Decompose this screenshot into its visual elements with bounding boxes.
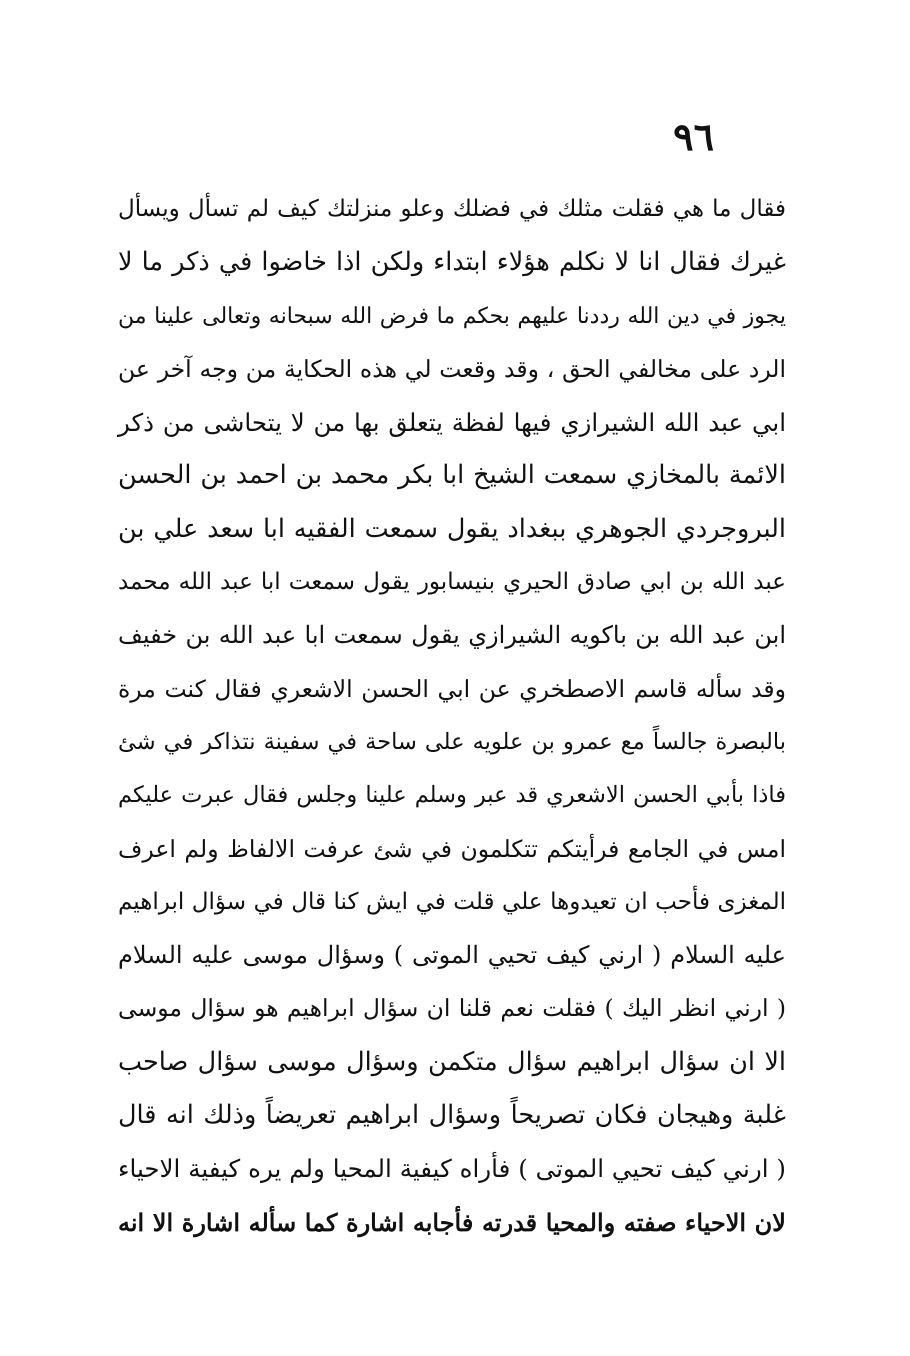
text-line-2: غيرك فقال انا لا نكلم هؤلاء ابتداء ولكن اذا خاضوا في ذكر ما لا (118, 247, 786, 278)
text-line-10: وقد سأله قاسم الاصطخري عن ابي الحسن الاشعري فقال كنت مرة (118, 674, 786, 703)
text-line-3: يجوز في دين الله رددنا عليهم بحكم ما فرض الله سبحانه وتعالى علينا من (118, 303, 786, 329)
text-line-8: عبد الله بن ابي صادق الحيري بنيسابور يقول سمعت ابا عبد الله محمد (118, 569, 786, 596)
text-line-18: غلبة وهيجان فكان تصريحاً وسؤال ابراهيم تعريضاً وذلك انه قال (118, 1100, 786, 1131)
text-line-16: ( ارني انظر اليك ) فقلت نعم قلنا ان سؤال ابراهيم هو سؤال موسى (118, 994, 786, 1023)
text-line-12: فاذا بأبي الحسن الاشعري قد عبر وسلم علينا وجلس فقال عبرت عليكم (118, 782, 786, 809)
page-number: ٩٦ (673, 114, 714, 159)
text-line-15: عليه السلام ( ارني كيف تحيي الموتى ) وسؤال موسى عليه السلام (118, 941, 786, 970)
text-line-13: امس في الجامع فرأيتكم تتكلمون في شئ عرفت الالفاظ ولم اعرف (118, 834, 786, 863)
text-line-14: المغزى فأحب ان تعيدوها علي قلت في ايش كنا قال في سؤال ابراهيم (118, 888, 786, 915)
text-line-9: ابن عبد الله بن باكويه الشيرازي يقول سمعت ابا عبد الله بن خفيف (118, 621, 786, 650)
text-line-1: فقال ما هي فقلت مثلك في فضلك وعلو منزلتك كيف لم تسأل ويسأل (118, 196, 786, 222)
text-line-11: بالبصرة جالساً مع عمرو بن علويه على ساحة في سفينة نتذاكر في شئ (118, 728, 786, 755)
text-line-7: البروجردي الجوهري ببغداد يقول سمعت الفقيه ابا سعد علي بن (118, 513, 786, 544)
text-line-17: الا ان سؤال ابراهيم سؤال متكمن وسؤال موسى سؤال صاحب (118, 1046, 786, 1077)
body-text (118, 183, 786, 1249)
text-line-4: الرد على مخالفي الحق ، وقد وقعت لي هذه الحكاية من وجه آخر عن (118, 354, 786, 383)
text-line-20: لان الاحياء صفته والمحيا قدرته فأجابه اشارة كما سأله اشارة الا انه (118, 1207, 786, 1237)
text-line-6: الائمة بالمخازي سمعت الشيخ ابا بكر محمد بن احمد بن الحسن (118, 460, 786, 491)
text-line-19: ( ارني كيف تحيي الموتى ) فأراه كيفية المحيا ولم يره كيفية الاحياء (118, 1154, 786, 1184)
text-line-5: ابي عبد الله الشيرازي فيها لفظة يتعلق بها من لا يتحاشى من ذكر (118, 408, 786, 438)
